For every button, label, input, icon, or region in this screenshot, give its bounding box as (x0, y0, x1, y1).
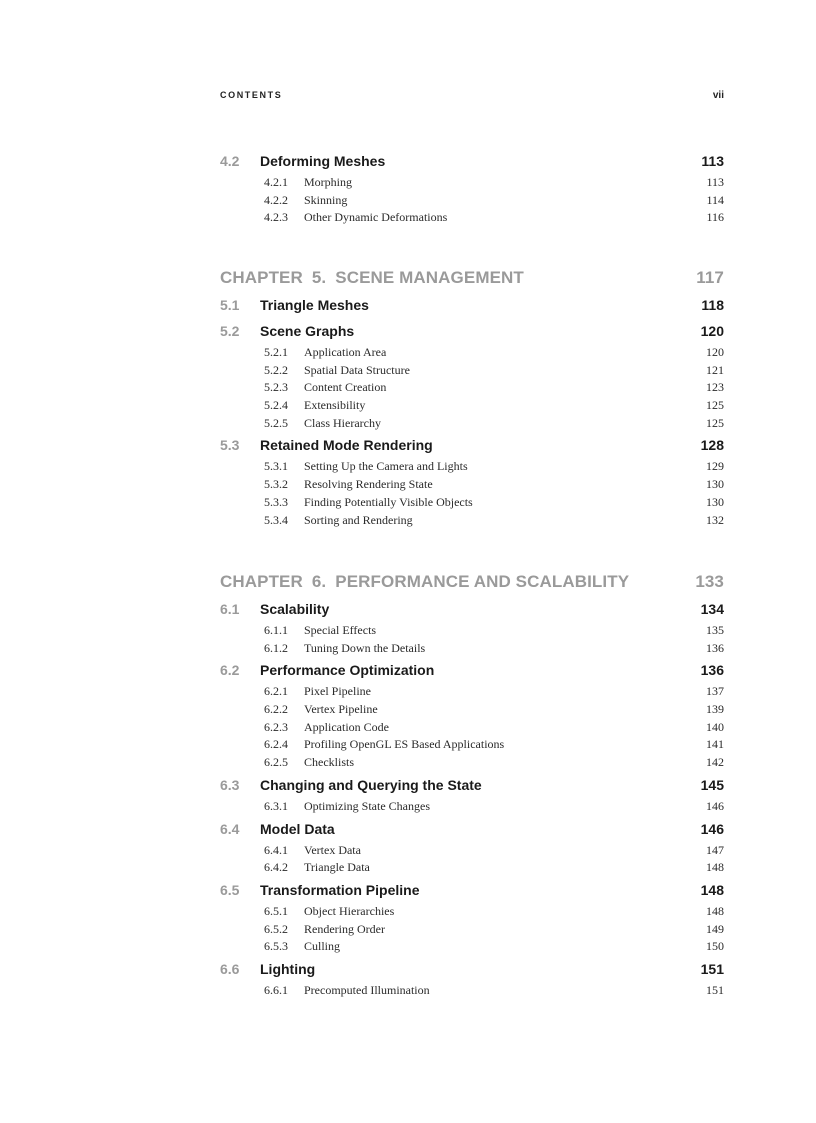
section-page: 145 (700, 776, 724, 793)
section-number: 4.2 (220, 153, 240, 169)
section-number: 6.2 (220, 662, 240, 679)
subsection-number: 5.2.3 (264, 380, 288, 395)
subsection-title: Rendering Order (304, 921, 385, 936)
toc-subsection[interactable] (220, 683, 724, 701)
section-page: 118 (701, 297, 724, 313)
subsection-number: 6.4.1 (264, 842, 288, 857)
subsection-page: 120 (706, 345, 724, 359)
toc-section[interactable] (220, 148, 724, 174)
section-title: Retained Mode Rendering (260, 437, 433, 454)
subsection-number: 4.2.2 (264, 192, 288, 207)
chapter-page: 117 (696, 268, 724, 287)
toc-subsection[interactable] (220, 982, 724, 1000)
toc-subsection[interactable] (220, 476, 724, 494)
toc-subsection[interactable] (220, 842, 724, 860)
toc-subsection[interactable] (220, 192, 724, 210)
toc-subsection[interactable] (220, 512, 724, 530)
subsection-title: Resolving Rendering State (304, 477, 433, 492)
toc-subsection[interactable] (220, 174, 724, 192)
subsection-title: Triangle Data (304, 860, 370, 875)
subsection-number: 5.3.1 (264, 459, 288, 474)
section-title: Changing and Querying the State (260, 776, 482, 793)
subsection-title: Application Area (304, 345, 387, 359)
subsection-number: 6.2.2 (264, 702, 288, 717)
chapter-label: CHAPTER (220, 572, 303, 591)
subsection-title: Spatial Data Structure (304, 362, 410, 377)
toc-section[interactable] (220, 596, 724, 622)
section-page: 113 (701, 153, 724, 169)
subsection-title: Extensibility (304, 398, 366, 413)
section-title: Scene Graphs (260, 323, 355, 339)
subsection-page: 116 (706, 210, 724, 225)
subsection-page: 140 (706, 719, 724, 734)
subsection-number: 6.2.1 (264, 684, 288, 699)
subsection-number: 5.2.1 (264, 345, 288, 359)
subsection-number: 6.3.1 (264, 798, 288, 813)
toc-section[interactable] (220, 292, 724, 318)
chapter-number: 6. (311, 572, 327, 591)
section-title: Scalability (260, 601, 330, 617)
subsection-title: Optimizing State Changes (304, 798, 430, 813)
toc-subsection[interactable] (220, 859, 724, 877)
subsection-page: 125 (706, 415, 724, 430)
toc-block-4-2 (220, 148, 724, 227)
subsection-title: Application Code (304, 719, 389, 734)
section-number: 6.6 (220, 960, 240, 977)
subsection-page: 130 (706, 494, 724, 509)
section-page: 136 (700, 662, 724, 679)
section-title: Deforming Meshes (260, 153, 386, 169)
chapter-number: 5. (311, 268, 327, 287)
subsection-number: 6.4.2 (264, 860, 288, 875)
toc-section[interactable] (220, 956, 724, 982)
subsection-number: 5.3.4 (264, 512, 288, 527)
toc-subsection[interactable] (220, 640, 724, 658)
subsection-number: 6.1.2 (264, 640, 288, 655)
section-page: 146 (700, 820, 724, 837)
toc-subsection[interactable] (220, 397, 724, 415)
toc-subsection[interactable] (220, 921, 724, 939)
subsection-title: Class Hierarchy (304, 415, 381, 430)
subsection-page: 137 (706, 684, 724, 699)
subsection-page: 132 (706, 512, 724, 527)
subsection-page: 121 (706, 362, 724, 377)
subsection-number: 6.2.5 (264, 755, 288, 770)
toc-chapter-6 (220, 568, 724, 1000)
toc-section[interactable] (220, 318, 724, 344)
toc-subsection[interactable] (220, 701, 724, 719)
toc-subsection[interactable] (220, 798, 724, 816)
subsection-title: Content Creation (304, 380, 387, 395)
chapter-title: SCENE MANAGEMENT (335, 268, 524, 287)
subsection-page: 139 (706, 702, 724, 717)
subsection-page: 123 (706, 380, 724, 395)
subsection-page: 141 (706, 737, 724, 752)
subsection-number: 6.5.1 (264, 903, 288, 918)
section-number: 5.1 (220, 297, 240, 313)
section-title: Model Data (260, 820, 335, 837)
section-title: Lighting (260, 960, 316, 977)
subsection-title: Sorting and Rendering (304, 512, 413, 527)
section-number: 5.2 (220, 323, 240, 339)
toc-subsection[interactable] (220, 622, 724, 640)
subsection-page: 147 (706, 842, 724, 857)
subsection-number: 4.2.3 (264, 210, 288, 225)
toc-subsection[interactable] (220, 415, 724, 433)
subsection-page: 130 (706, 477, 724, 492)
subsection-number: 5.3.2 (264, 477, 288, 492)
section-number: 6.5 (220, 881, 240, 898)
toc-subsection[interactable] (220, 458, 724, 476)
toc-section[interactable] (220, 816, 724, 842)
section-number: 5.3 (220, 437, 240, 454)
toc-subsection[interactable] (220, 344, 724, 362)
toc-section[interactable] (220, 657, 724, 683)
toc-section[interactable] (220, 432, 724, 458)
section-number: 6.4 (220, 820, 240, 837)
subsection-number: 5.2.4 (264, 398, 288, 413)
subsection-title: Other Dynamic Deformations (304, 210, 448, 225)
subsection-page: 150 (706, 939, 724, 954)
subsection-page: 142 (706, 755, 724, 770)
subsection-title: Skinning (304, 192, 348, 207)
subsection-title: Vertex Pipeline (304, 702, 378, 717)
chapter-heading[interactable] (220, 264, 724, 292)
page-header (220, 90, 724, 101)
page-number: vii (712, 90, 724, 101)
subsection-number: 5.2.5 (264, 415, 288, 430)
toc-subsection[interactable] (220, 903, 724, 921)
subsection-page: 135 (706, 623, 724, 637)
section-page: 120 (700, 323, 724, 339)
section-number: 6.3 (220, 776, 240, 793)
subsection-title: Object Hierarchies (304, 903, 395, 918)
subsection-page: 148 (706, 860, 724, 875)
subsection-number: 6.1.1 (264, 623, 288, 637)
chapter-title: PERFORMANCE AND SCALABILITY (335, 572, 630, 591)
chapter-heading[interactable] (220, 568, 724, 596)
toc-subsection[interactable] (220, 754, 724, 772)
subsection-page: 136 (706, 640, 724, 655)
subsection-title: Vertex Data (304, 842, 361, 857)
subsection-page: 113 (706, 175, 724, 189)
toc-subsection[interactable] (220, 719, 724, 737)
subsection-number: 6.5.3 (264, 939, 288, 954)
toc-subsection[interactable] (220, 209, 724, 227)
toc-subsection[interactable] (220, 736, 724, 754)
section-page: 128 (700, 437, 724, 454)
subsection-title: Pixel Pipeline (304, 684, 371, 699)
subsection-number: 4.2.1 (264, 175, 288, 189)
chapter-page: 133 (695, 572, 724, 591)
section-page: 151 (700, 960, 724, 977)
subsection-page: 151 (706, 982, 724, 997)
running-head: CONTENTS (220, 90, 283, 100)
subsection-title: Culling (304, 939, 341, 954)
subsection-page: 148 (706, 903, 724, 918)
subsection-title: Precomputed Illumination (304, 982, 430, 997)
subsection-page: 146 (706, 798, 724, 813)
subsection-title: Morphing (304, 175, 352, 189)
section-title: Triangle Meshes (260, 297, 369, 313)
subsection-number: 5.2.2 (264, 362, 288, 377)
section-number: 6.1 (220, 601, 240, 617)
subsection-number: 6.2.4 (264, 737, 288, 752)
toc-subsection[interactable] (220, 938, 724, 956)
subsection-number: 6.6.1 (264, 982, 288, 997)
subsection-title: Special Effects (304, 623, 377, 637)
section-title: Transformation Pipeline (260, 881, 420, 898)
toc-subsection[interactable] (220, 494, 724, 512)
subsection-title: Profiling OpenGL ES Based Applications (304, 737, 505, 752)
subsection-title: Checklists (304, 755, 354, 770)
toc-section[interactable] (220, 877, 724, 903)
section-page: 134 (700, 601, 724, 617)
subsection-page: 129 (706, 459, 724, 474)
subsection-title: Tuning Down the Details (304, 640, 426, 655)
section-title: Performance Optimization (260, 662, 435, 679)
subsection-title: Finding Potentially Visible Objects (304, 494, 473, 509)
subsection-page: 149 (706, 921, 724, 936)
subsection-page: 114 (706, 192, 724, 207)
subsection-title: Setting Up the Camera and Lights (304, 459, 468, 474)
subsection-number: 6.2.3 (264, 719, 288, 734)
toc-chapter-5 (220, 264, 724, 529)
toc-subsection[interactable] (220, 362, 724, 380)
section-page: 148 (700, 881, 724, 898)
toc-section[interactable] (220, 772, 724, 798)
subsection-page: 125 (706, 398, 724, 413)
subsection-number: 5.3.3 (264, 494, 288, 509)
chapter-label: CHAPTER (220, 268, 303, 287)
toc-subsection[interactable] (220, 379, 724, 397)
subsection-number: 6.5.2 (264, 921, 288, 936)
